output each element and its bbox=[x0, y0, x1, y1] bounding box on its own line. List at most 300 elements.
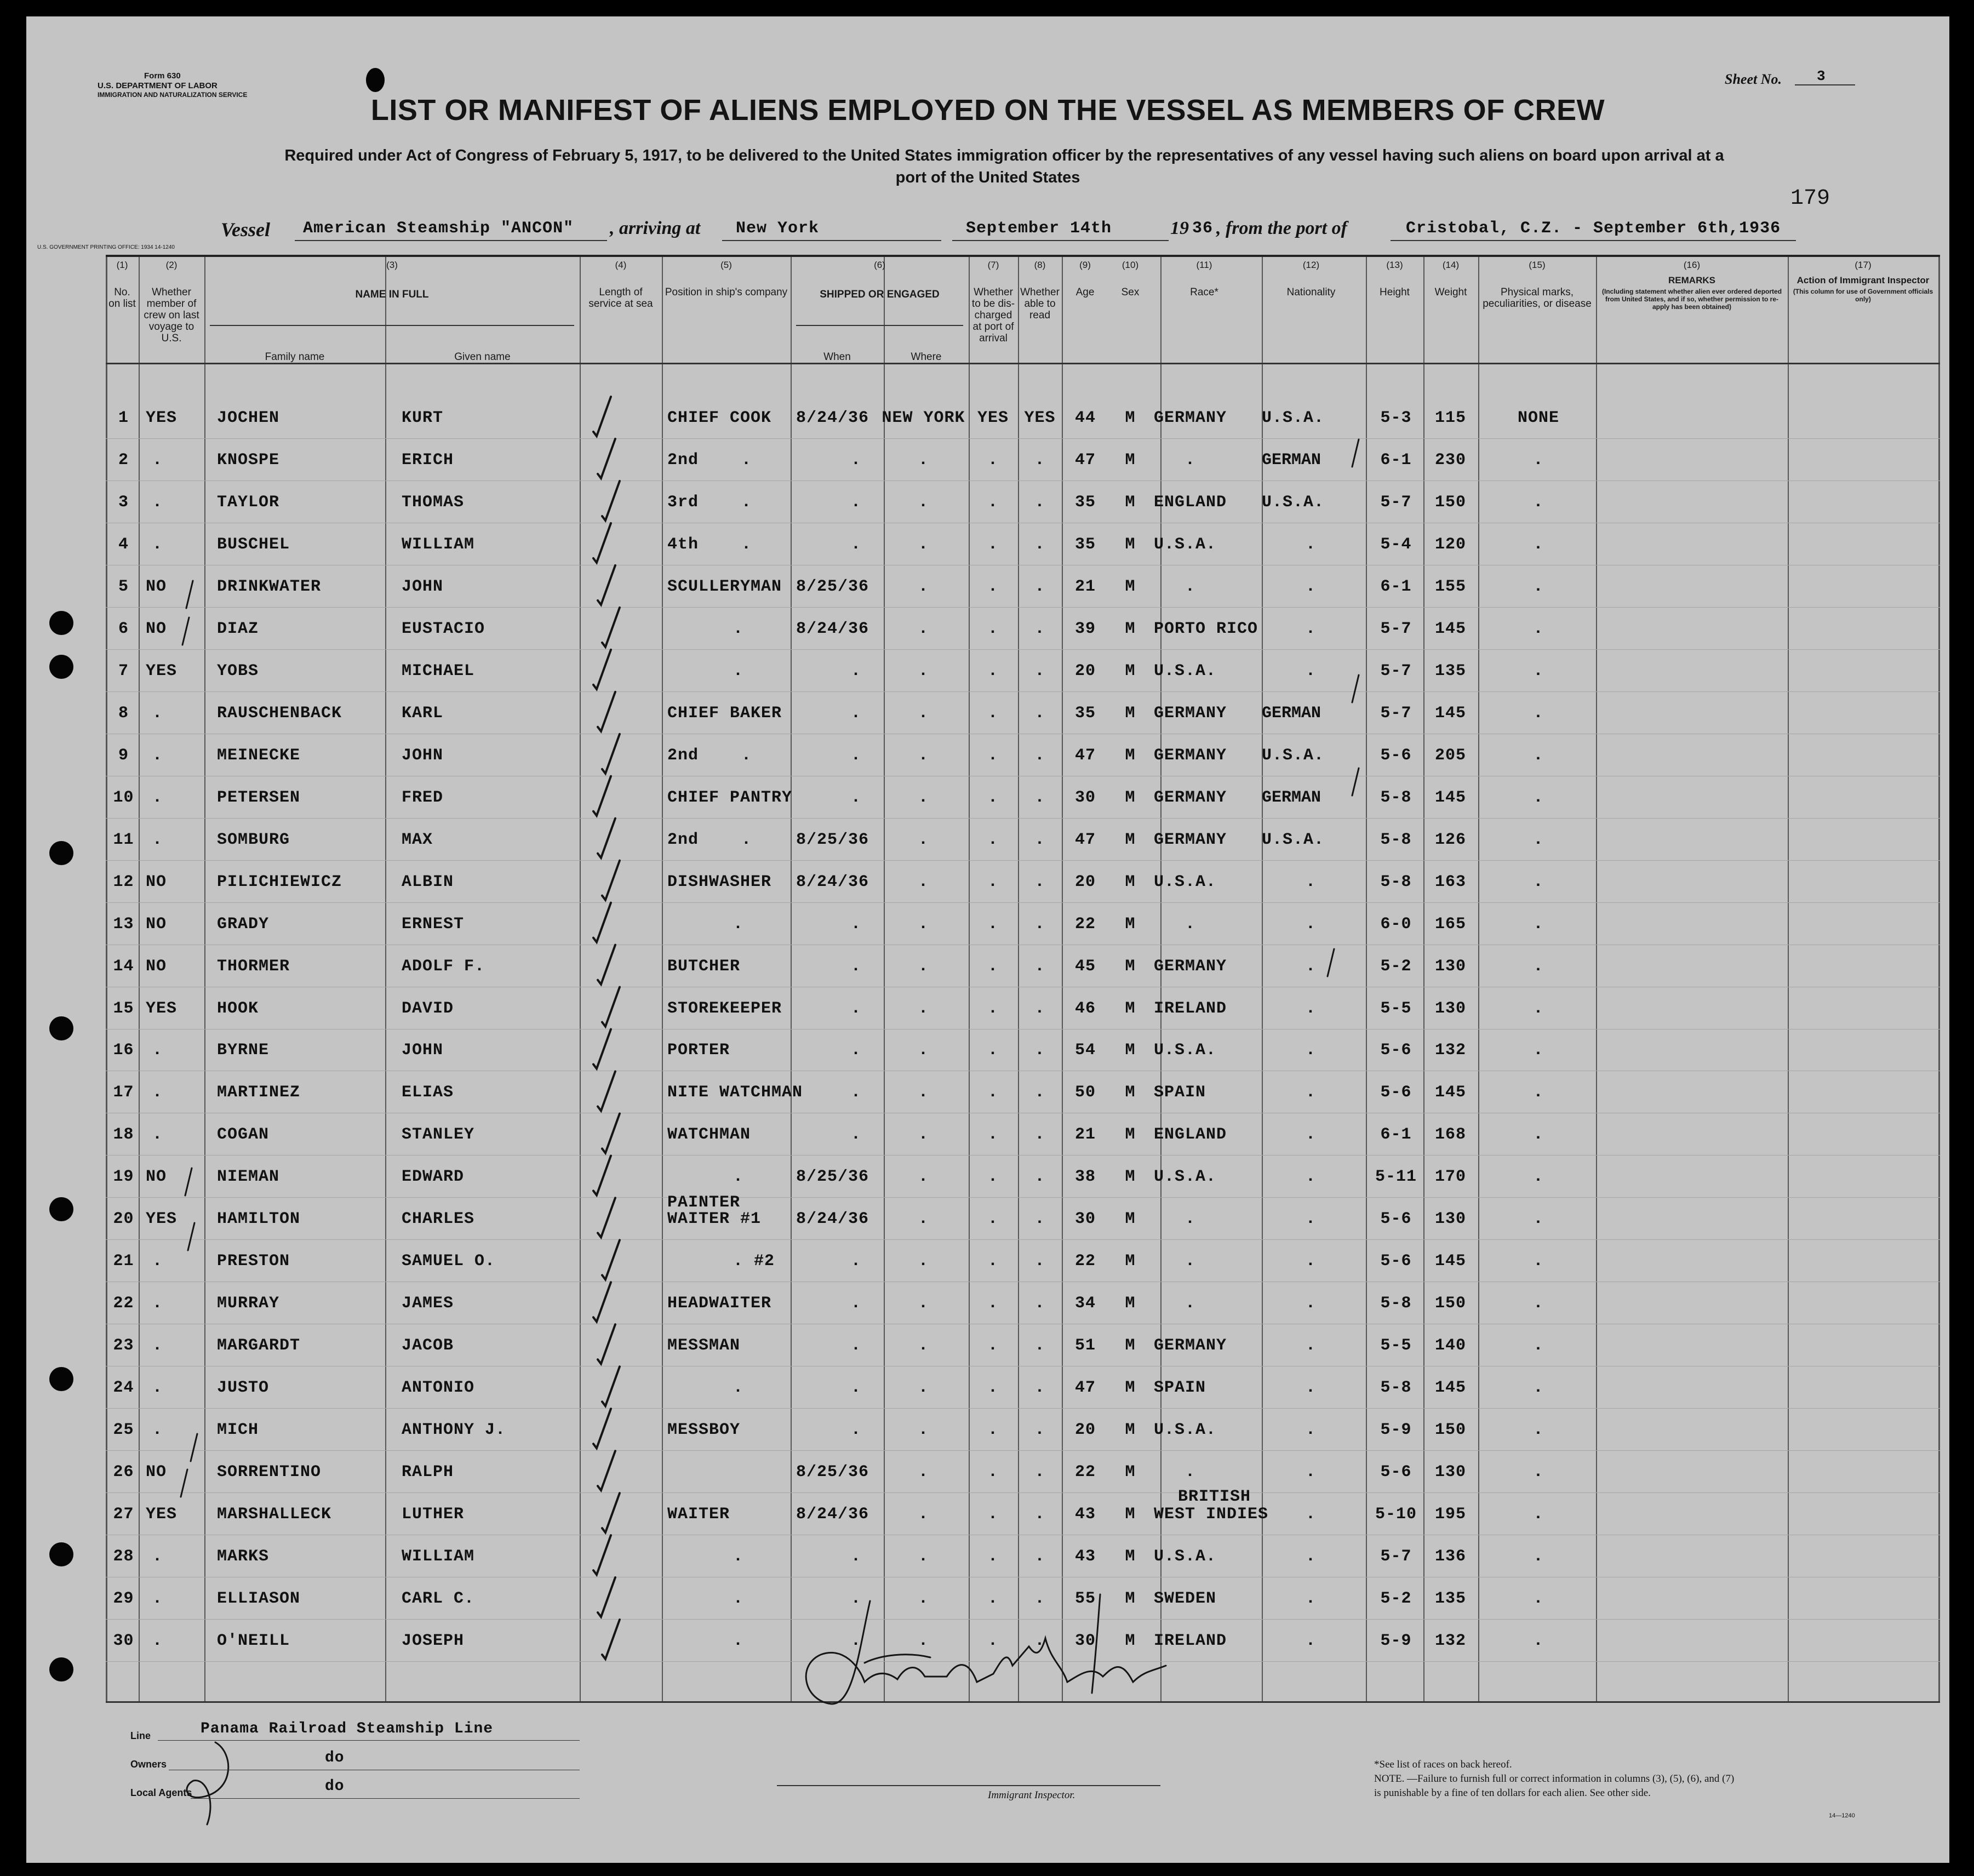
row-rule bbox=[106, 438, 1940, 439]
position: STOREKEEPER bbox=[667, 999, 782, 1018]
race: . bbox=[1185, 1252, 1196, 1271]
shipped-where: . bbox=[918, 830, 929, 849]
discharged: . bbox=[987, 1632, 998, 1650]
given-name: STANLEY bbox=[402, 1125, 475, 1145]
column-number: (1) bbox=[116, 260, 128, 270]
family-name: JOCHEN bbox=[217, 409, 280, 427]
family-name: SOMBURG bbox=[217, 830, 290, 849]
given-name: JOHN bbox=[402, 1041, 444, 1060]
shipped-when: . bbox=[851, 661, 862, 680]
weight: 145 bbox=[1434, 1379, 1466, 1398]
last-voyage: . bbox=[152, 1547, 163, 1566]
weight: 230 bbox=[1434, 450, 1466, 470]
shipped-where: . bbox=[918, 1421, 929, 1440]
row-number: 29 bbox=[113, 1589, 134, 1609]
shipped-where: NEW YORK bbox=[882, 409, 965, 427]
race: U.S.A. bbox=[1154, 1421, 1217, 1440]
column-header: Height bbox=[1380, 287, 1410, 298]
weight: 135 bbox=[1434, 661, 1466, 680]
weight: 145 bbox=[1434, 619, 1466, 638]
row-number: 12 bbox=[113, 872, 134, 891]
given-name: LUTHER bbox=[402, 1505, 465, 1524]
family-name: NIEMAN bbox=[217, 1168, 280, 1187]
able-to-read: . bbox=[1034, 1294, 1045, 1313]
shipped-when: . bbox=[851, 957, 862, 976]
age: 20 bbox=[1074, 661, 1096, 680]
sheet-number-underline bbox=[1795, 84, 1855, 85]
family-name: JUSTO bbox=[217, 1379, 270, 1398]
weight: 145 bbox=[1434, 1083, 1466, 1102]
able-to-read: . bbox=[1034, 788, 1045, 807]
age: 47 bbox=[1074, 450, 1096, 470]
nationality: . bbox=[1306, 1547, 1317, 1566]
given-name: JOHN bbox=[402, 577, 444, 596]
sex: M bbox=[1125, 1125, 1136, 1145]
row-number: 6 bbox=[118, 619, 129, 638]
row-rule bbox=[106, 1450, 1940, 1451]
nationality: . bbox=[1306, 1168, 1317, 1187]
column-header: Whether member of crew on last voyage to U.S. bbox=[144, 287, 199, 344]
weight: 195 bbox=[1434, 1505, 1466, 1524]
column-note: (This column for use of Government officials only) bbox=[1793, 288, 1933, 303]
height: 6-1 bbox=[1380, 577, 1412, 596]
last-voyage: NO bbox=[146, 957, 167, 976]
discharged: . bbox=[987, 1379, 998, 1398]
position: . bbox=[733, 1379, 744, 1398]
row-number: 11 bbox=[113, 830, 134, 849]
position: 2nd bbox=[667, 830, 699, 849]
physical-marks: . bbox=[1533, 661, 1544, 680]
row-rule bbox=[106, 902, 1940, 903]
race: SPAIN bbox=[1154, 1083, 1206, 1102]
able-to-read: . bbox=[1034, 1632, 1045, 1650]
sheet-number: 3 bbox=[1817, 68, 1826, 84]
shipped-when: . bbox=[851, 746, 862, 765]
shipped-where: . bbox=[918, 577, 929, 596]
height: 5-5 bbox=[1380, 1336, 1412, 1355]
weight: 132 bbox=[1434, 1041, 1466, 1060]
row-rule bbox=[106, 818, 1940, 819]
family-name: BUSCHEL bbox=[217, 535, 290, 554]
last-voyage: . bbox=[152, 1252, 163, 1271]
shipped-when: . bbox=[851, 704, 862, 723]
physical-marks: . bbox=[1533, 914, 1544, 934]
form-number: Form 630 bbox=[144, 71, 181, 81]
given-name: ELIAS bbox=[402, 1083, 454, 1102]
column-subheader: Family name bbox=[265, 351, 325, 363]
last-voyage: . bbox=[152, 1632, 163, 1650]
height: 5-8 bbox=[1380, 830, 1412, 849]
age: 22 bbox=[1074, 1463, 1096, 1482]
date-underline bbox=[952, 240, 1169, 241]
shipped-where: . bbox=[918, 1547, 929, 1566]
discharged: . bbox=[987, 746, 998, 765]
last-voyage: YES bbox=[146, 661, 178, 680]
given-name: THOMAS bbox=[402, 493, 465, 512]
sex: M bbox=[1125, 957, 1136, 976]
nationality: . bbox=[1306, 1632, 1317, 1650]
given-name: DAVID bbox=[402, 999, 454, 1018]
department-name: U.S. DEPARTMENT OF LABOR bbox=[98, 81, 218, 90]
column-header: Nationality bbox=[1286, 287, 1336, 298]
nationality: GERMAN bbox=[1262, 704, 1321, 723]
shipped-where: . bbox=[918, 535, 929, 554]
height: 5-7 bbox=[1380, 1547, 1412, 1566]
line-underline bbox=[158, 1740, 580, 1741]
weight: 140 bbox=[1434, 1336, 1466, 1355]
physical-marks: . bbox=[1533, 1083, 1544, 1102]
shipped-when: . bbox=[851, 1632, 862, 1650]
family-name: PILICHIEWICZ bbox=[217, 872, 342, 891]
position: WAITER #1 bbox=[667, 1210, 762, 1229]
column-header: Weight bbox=[1434, 287, 1467, 298]
position: . bbox=[733, 1168, 744, 1187]
weight: 126 bbox=[1434, 830, 1466, 849]
sex: M bbox=[1125, 788, 1136, 807]
able-to-read: . bbox=[1034, 914, 1045, 934]
nationality: . bbox=[1306, 1379, 1317, 1398]
row-rule bbox=[106, 1408, 1940, 1409]
column-header: Whether able to read bbox=[1020, 287, 1060, 321]
age: 47 bbox=[1074, 746, 1096, 765]
last-voyage: NO bbox=[146, 1168, 167, 1187]
discharged: . bbox=[987, 577, 998, 596]
given-name: JACOB bbox=[402, 1336, 454, 1355]
vessel-underline bbox=[295, 240, 607, 241]
able-to-read: . bbox=[1034, 1125, 1045, 1145]
nationality: . bbox=[1306, 1252, 1317, 1271]
row-number: 10 bbox=[113, 788, 134, 807]
sex: M bbox=[1125, 704, 1136, 723]
sex: M bbox=[1125, 493, 1136, 512]
family-name: GRADY bbox=[217, 914, 270, 934]
column-rule bbox=[139, 255, 140, 1701]
column-number: (15) bbox=[1529, 260, 1546, 270]
row-number: 2 bbox=[118, 450, 129, 470]
height: 6-0 bbox=[1380, 914, 1412, 934]
given-name: CARL C. bbox=[402, 1589, 475, 1609]
age: 21 bbox=[1074, 1125, 1096, 1145]
sex: M bbox=[1125, 619, 1136, 638]
column-header: REMARKS bbox=[1668, 275, 1715, 285]
arrival-date: September 14th bbox=[966, 219, 1112, 238]
given-name: RALPH bbox=[402, 1463, 454, 1482]
physical-marks: . bbox=[1533, 450, 1544, 470]
shipped-when: 8/24/36 bbox=[796, 409, 869, 427]
nationality: GERMAN bbox=[1262, 788, 1321, 807]
position: BUTCHER bbox=[667, 957, 741, 976]
age: 30 bbox=[1074, 788, 1096, 807]
nationality: U.S.A. bbox=[1262, 746, 1325, 765]
column-number: (14) bbox=[1442, 260, 1460, 270]
weight: 145 bbox=[1434, 788, 1466, 807]
position: WAITER bbox=[667, 1505, 730, 1524]
family-name: MARTINEZ bbox=[217, 1083, 301, 1102]
race-upper: BRITISH bbox=[1178, 1488, 1251, 1507]
height: 5-4 bbox=[1380, 535, 1412, 554]
row-number: 1 bbox=[118, 409, 129, 427]
discharged: . bbox=[987, 704, 998, 723]
nationality: . bbox=[1306, 1336, 1317, 1355]
physical-marks: . bbox=[1533, 1547, 1544, 1566]
row-number: 28 bbox=[113, 1547, 134, 1566]
age: 39 bbox=[1074, 619, 1096, 638]
shipped-when: . bbox=[851, 1083, 862, 1102]
race: U.S.A. bbox=[1154, 535, 1217, 554]
column-rule bbox=[1062, 255, 1063, 1701]
row-number: 15 bbox=[113, 999, 134, 1018]
column-number: (2) bbox=[165, 260, 178, 270]
race: U.S.A. bbox=[1154, 1168, 1217, 1187]
column-number: (4) bbox=[615, 260, 627, 270]
column-header: Age bbox=[1075, 287, 1095, 298]
sex: M bbox=[1125, 746, 1136, 765]
nationality: . bbox=[1306, 1421, 1317, 1440]
family-name: ELLIASON bbox=[217, 1589, 301, 1609]
family-name: MARKS bbox=[217, 1547, 270, 1566]
position: . bbox=[733, 661, 744, 680]
height: 5-11 bbox=[1375, 1168, 1417, 1187]
given-name: KARL bbox=[402, 704, 444, 723]
family-name: MEINECKE bbox=[217, 746, 301, 765]
row-number: 18 bbox=[113, 1125, 134, 1145]
able-to-read: . bbox=[1034, 999, 1045, 1018]
table-rule bbox=[106, 363, 1940, 364]
position: MESSMAN bbox=[667, 1336, 741, 1355]
table-grid bbox=[26, 255, 1949, 1701]
nationality: U.S.A. bbox=[1262, 830, 1325, 849]
discharged: . bbox=[987, 788, 998, 807]
given-name: KURT bbox=[402, 409, 444, 427]
last-voyage: . bbox=[152, 704, 163, 723]
shipped-where: . bbox=[918, 619, 929, 638]
discharged: . bbox=[987, 1463, 998, 1482]
nationality: . bbox=[1306, 1210, 1317, 1229]
age: 20 bbox=[1074, 1421, 1096, 1440]
shipped-where: . bbox=[918, 704, 929, 723]
sex: M bbox=[1125, 409, 1136, 427]
physical-marks: . bbox=[1533, 1505, 1544, 1524]
arriving-underline bbox=[722, 240, 941, 241]
last-voyage: . bbox=[152, 830, 163, 849]
shipped-where: . bbox=[918, 1632, 929, 1650]
column-number: (13) bbox=[1386, 260, 1403, 270]
height: 5-6 bbox=[1380, 1041, 1412, 1060]
given-name: WILLIAM bbox=[402, 1547, 475, 1566]
column-note: (Including statement whether alien ever ordered deported from United States, and if so, whether permission to re-apply has been obtained) bbox=[1601, 288, 1782, 311]
row-number: 24 bbox=[113, 1379, 134, 1398]
last-voyage: . bbox=[152, 450, 163, 470]
age: 45 bbox=[1074, 957, 1096, 976]
given-name: ANTHONY J. bbox=[402, 1421, 506, 1440]
nationality: . bbox=[1306, 1463, 1317, 1482]
shipped-where: . bbox=[918, 1463, 929, 1482]
position: . bbox=[733, 1632, 744, 1650]
weight: 155 bbox=[1434, 577, 1466, 596]
weight: 120 bbox=[1434, 535, 1466, 554]
column-subheader: Where bbox=[911, 351, 942, 363]
last-voyage: NO bbox=[146, 914, 167, 934]
nationality: . bbox=[1306, 619, 1317, 638]
physical-marks: . bbox=[1533, 1294, 1544, 1313]
age: 55 bbox=[1074, 1589, 1096, 1609]
race: GERMANY bbox=[1154, 409, 1227, 427]
weight: 130 bbox=[1434, 957, 1466, 976]
able-to-read: . bbox=[1034, 704, 1045, 723]
shipped-when: . bbox=[851, 535, 862, 554]
shipped-when: . bbox=[851, 1379, 862, 1398]
weight: 115 bbox=[1434, 409, 1466, 427]
given-name: ALBIN bbox=[402, 872, 454, 891]
nationality: . bbox=[1306, 1041, 1317, 1060]
physical-marks: . bbox=[1533, 872, 1544, 891]
shipped-when: . bbox=[851, 1589, 862, 1609]
discharged: . bbox=[987, 1505, 998, 1524]
discharged: . bbox=[987, 914, 998, 934]
position: CHIEF PANTRY bbox=[667, 788, 793, 807]
family-name: MARGARDT bbox=[217, 1336, 301, 1355]
family-name: DIAZ bbox=[217, 619, 259, 638]
given-name: FRED bbox=[402, 788, 444, 807]
column-rule bbox=[1596, 255, 1597, 1701]
row-number: 4 bbox=[118, 535, 129, 554]
physical-marks: . bbox=[1533, 1125, 1544, 1145]
physical-marks: . bbox=[1533, 619, 1544, 638]
column-rule bbox=[1018, 255, 1019, 1701]
last-voyage: YES bbox=[146, 1210, 178, 1229]
physical-marks: . bbox=[1533, 1252, 1544, 1271]
column-rule bbox=[1160, 255, 1161, 1701]
height: 5-6 bbox=[1380, 1252, 1412, 1271]
sex: M bbox=[1125, 661, 1136, 680]
age: 47 bbox=[1074, 830, 1096, 849]
column-number: (9) bbox=[1079, 260, 1091, 270]
owners-value: do bbox=[325, 1749, 345, 1766]
age: 22 bbox=[1074, 914, 1096, 934]
family-name: COGAN bbox=[217, 1125, 270, 1145]
page-title: LIST OR MANIFEST OF ALIENS EMPLOYED ON THE VESSEL AS MEMBERS OF CREW bbox=[370, 94, 1605, 127]
race: GERMANY bbox=[1154, 1336, 1227, 1355]
column-subheader: Given name bbox=[454, 351, 511, 363]
weight: 150 bbox=[1434, 1421, 1466, 1440]
race: GERMANY bbox=[1154, 746, 1227, 765]
column-number: (7) bbox=[987, 260, 999, 270]
owner-signature bbox=[187, 1742, 228, 1824]
sex: M bbox=[1125, 1041, 1136, 1060]
race: ENGLAND bbox=[1154, 493, 1227, 512]
shipped-where: . bbox=[918, 788, 929, 807]
weight: 170 bbox=[1434, 1168, 1466, 1187]
departure-port: Cristobal, C.Z. - September 6th,1936 bbox=[1406, 219, 1781, 238]
position: . bbox=[733, 1589, 744, 1609]
last-voyage: NO bbox=[146, 1463, 167, 1482]
arriving-port: New York bbox=[736, 219, 820, 238]
race: . bbox=[1185, 1294, 1196, 1313]
able-to-read: . bbox=[1034, 957, 1045, 976]
last-voyage: . bbox=[152, 1336, 163, 1355]
able-to-read: . bbox=[1034, 619, 1045, 638]
weight: 168 bbox=[1434, 1125, 1466, 1145]
discharged: . bbox=[987, 830, 998, 849]
shipped-where: . bbox=[918, 746, 929, 765]
race: GERMANY bbox=[1154, 957, 1227, 976]
race: . bbox=[1185, 577, 1196, 596]
physical-marks: . bbox=[1533, 746, 1544, 765]
column-header: Whether to be dis-charged at port of arrival bbox=[971, 287, 1015, 344]
physical-marks: . bbox=[1533, 1463, 1544, 1482]
row-number: 23 bbox=[113, 1336, 134, 1355]
able-to-read: . bbox=[1034, 830, 1045, 849]
sex: M bbox=[1125, 1210, 1136, 1229]
family-name: BYRNE bbox=[217, 1041, 270, 1060]
physical-marks: . bbox=[1533, 1168, 1544, 1187]
race: . bbox=[1185, 450, 1196, 470]
family-name: PRESTON bbox=[217, 1252, 290, 1271]
physical-marks: . bbox=[1533, 535, 1544, 554]
position: CHIEF COOK bbox=[667, 409, 772, 427]
discharged: . bbox=[987, 1294, 998, 1313]
sex: M bbox=[1125, 1547, 1136, 1566]
shipped-when: 8/24/36 bbox=[796, 1210, 869, 1229]
position-ditto: . bbox=[741, 830, 752, 849]
height: 5-7 bbox=[1380, 704, 1412, 723]
given-name: EDWARD bbox=[402, 1168, 465, 1187]
column-number: (11) bbox=[1196, 260, 1212, 270]
age: 35 bbox=[1074, 704, 1096, 723]
sex: M bbox=[1125, 1505, 1136, 1524]
last-voyage: . bbox=[152, 1041, 163, 1060]
shipped-where: . bbox=[918, 872, 929, 891]
physical-marks: . bbox=[1533, 493, 1544, 512]
position-ditto: . bbox=[741, 746, 752, 765]
given-name: MAX bbox=[402, 830, 433, 849]
nationality: . bbox=[1306, 1083, 1317, 1102]
able-to-read: . bbox=[1034, 1463, 1045, 1482]
sex: M bbox=[1125, 535, 1136, 554]
discharged: . bbox=[987, 1083, 998, 1102]
table-rule bbox=[106, 255, 1940, 257]
age: 35 bbox=[1074, 535, 1096, 554]
shipped-where: . bbox=[918, 914, 929, 934]
position: NITE WATCHMAN bbox=[667, 1083, 803, 1102]
last-voyage: . bbox=[152, 1125, 163, 1145]
column-number: (12) bbox=[1302, 260, 1320, 270]
sex: M bbox=[1125, 1294, 1136, 1313]
nationality: . bbox=[1306, 1125, 1317, 1145]
weight: 130 bbox=[1434, 1210, 1466, 1229]
line-value: Panama Railroad Steamship Line bbox=[201, 1720, 494, 1737]
discharged: . bbox=[987, 1336, 998, 1355]
nationality: U.S.A. bbox=[1262, 409, 1325, 427]
family-name: MARSHALLECK bbox=[217, 1505, 332, 1524]
column-header: NAME IN FULL bbox=[355, 289, 429, 300]
position-ditto: . bbox=[741, 535, 752, 554]
shipped-when: 8/24/36 bbox=[796, 1505, 869, 1524]
age: 38 bbox=[1074, 1168, 1096, 1187]
row-number: 14 bbox=[113, 957, 134, 976]
sheet-number-label: Sheet No. bbox=[1725, 71, 1782, 87]
race: U.S.A. bbox=[1154, 1041, 1217, 1060]
position: SCULLERYMAN bbox=[667, 577, 782, 596]
able-to-read: . bbox=[1034, 577, 1045, 596]
shipped-where: . bbox=[918, 450, 929, 470]
physical-marks: . bbox=[1533, 830, 1544, 849]
discharged: . bbox=[987, 619, 998, 638]
height: 5-8 bbox=[1380, 1379, 1412, 1398]
shipped-when: . bbox=[851, 1421, 862, 1440]
last-voyage: . bbox=[152, 1421, 163, 1440]
last-voyage: . bbox=[152, 746, 163, 765]
